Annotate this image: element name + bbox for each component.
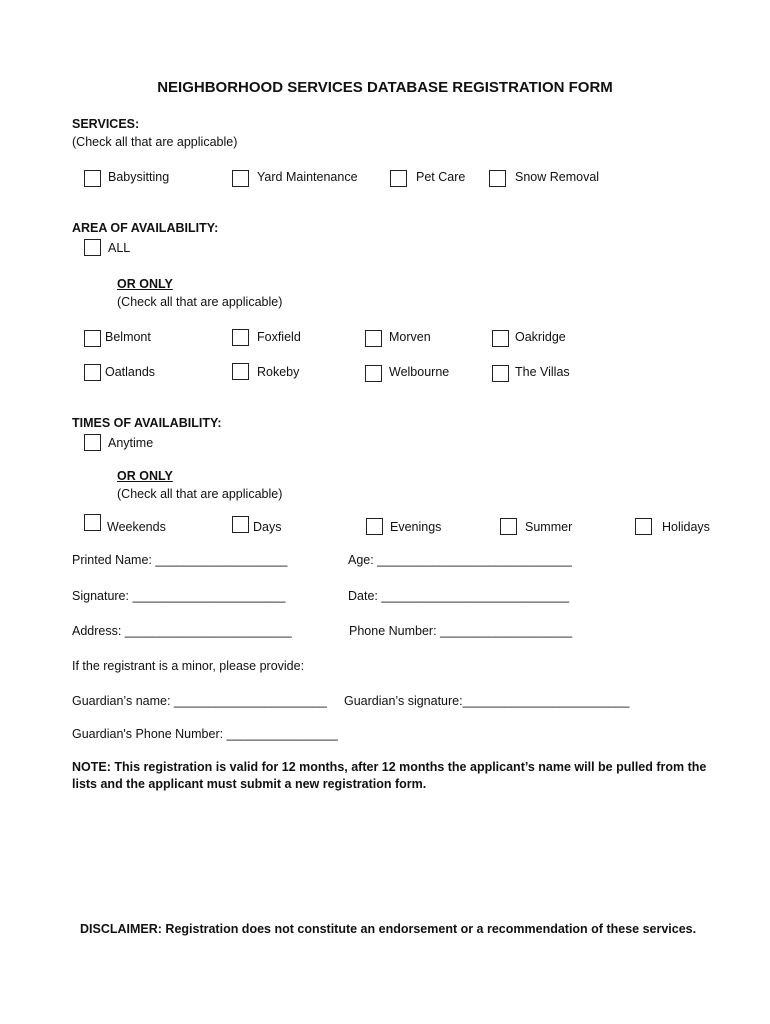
- checkbox-yard-maintenance[interactable]: [232, 170, 249, 187]
- label-summer: Summer: [525, 520, 573, 534]
- area-hint: (Check all that are applicable): [117, 295, 283, 309]
- checkbox-summer[interactable]: [500, 518, 517, 535]
- minor-prompt: If the registrant is a minor, please provide:: [72, 659, 305, 673]
- label-babysitting: Babysitting: [108, 170, 170, 184]
- checkbox-belmont[interactable]: [84, 330, 101, 347]
- checkbox-welbourne[interactable]: [365, 365, 382, 382]
- times-hint: (Check all that are applicable): [117, 487, 283, 501]
- checkbox-morven[interactable]: [365, 330, 382, 347]
- times-or-only: OR ONLY: [117, 469, 173, 483]
- checkbox-snow-removal[interactable]: [489, 170, 506, 187]
- checkbox-oakridge[interactable]: [492, 330, 509, 347]
- checkbox-area-all[interactable]: [84, 239, 101, 256]
- checkbox-the-villas[interactable]: [492, 365, 509, 382]
- checkbox-pet-care[interactable]: [390, 170, 407, 187]
- age-field[interactable]: Age: ____________________________: [348, 553, 572, 567]
- form-title: NEIGHBORHOOD SERVICES DATABASE REGISTRATION FORM: [157, 79, 613, 96]
- area-heading: AREA OF AVAILABILITY:: [72, 221, 219, 235]
- label-pet-care: Pet Care: [416, 170, 466, 184]
- label-morven: Morven: [389, 330, 431, 344]
- checkbox-babysitting[interactable]: [84, 170, 101, 187]
- checkbox-days[interactable]: [232, 516, 249, 533]
- label-oakridge: Oakridge: [515, 330, 566, 344]
- label-weekends: Weekends: [107, 520, 166, 534]
- label-foxfield: Foxfield: [257, 330, 301, 344]
- date-field[interactable]: Date: ___________________________: [348, 589, 570, 603]
- checkbox-anytime[interactable]: [84, 434, 101, 451]
- label-anytime: Anytime: [108, 436, 154, 450]
- label-snow-removal: Snow Removal: [515, 170, 600, 184]
- signature-field[interactable]: Signature: ______________________: [72, 589, 286, 603]
- registration-note: NOTE: This registration is valid for 12 months, after 12 months the applicant’s name will be pulled from the lists and the applicant must submit a new registration form.: [72, 760, 707, 791]
- label-the-villas: The Villas: [515, 365, 570, 379]
- label-evenings: Evenings: [390, 520, 442, 534]
- label-area-all: ALL: [108, 241, 131, 255]
- phone-number-field[interactable]: Phone Number: ___________________: [349, 624, 573, 638]
- checkbox-rokeby[interactable]: [232, 363, 249, 380]
- area-or-only: OR ONLY: [117, 277, 173, 291]
- checkbox-weekends[interactable]: [84, 514, 101, 531]
- label-rokeby: Rokeby: [257, 365, 300, 379]
- address-field[interactable]: Address: ________________________: [72, 624, 292, 638]
- services-hint: (Check all that are applicable): [72, 135, 238, 149]
- checkbox-holidays[interactable]: [635, 518, 652, 535]
- label-belmont: Belmont: [105, 330, 151, 344]
- printed-name-field[interactable]: Printed Name: ___________________: [72, 553, 288, 567]
- label-welbourne: Welbourne: [389, 365, 450, 379]
- services-heading: SERVICES:: [72, 117, 140, 131]
- label-yard-maintenance: Yard Maintenance: [257, 170, 358, 184]
- label-oatlands: Oatlands: [105, 365, 156, 379]
- label-holidays: Holidays: [662, 520, 710, 534]
- checkbox-oatlands[interactable]: [84, 364, 101, 381]
- guardian-phone-field[interactable]: Guardian's Phone Number: ________________: [72, 727, 338, 741]
- label-days: Days: [253, 520, 282, 534]
- times-heading: TIMES OF AVAILABILITY:: [72, 416, 222, 430]
- checkbox-evenings[interactable]: [366, 518, 383, 535]
- guardian-signature-field[interactable]: Guardian’s signature:________________________: [344, 694, 630, 708]
- checkbox-foxfield[interactable]: [232, 329, 249, 346]
- disclaimer: DISCLAIMER: Registration does not constitute an endorsement or a recommendation of these services.: [80, 922, 697, 936]
- guardian-name-field[interactable]: Guardian’s name: ______________________: [72, 694, 327, 708]
